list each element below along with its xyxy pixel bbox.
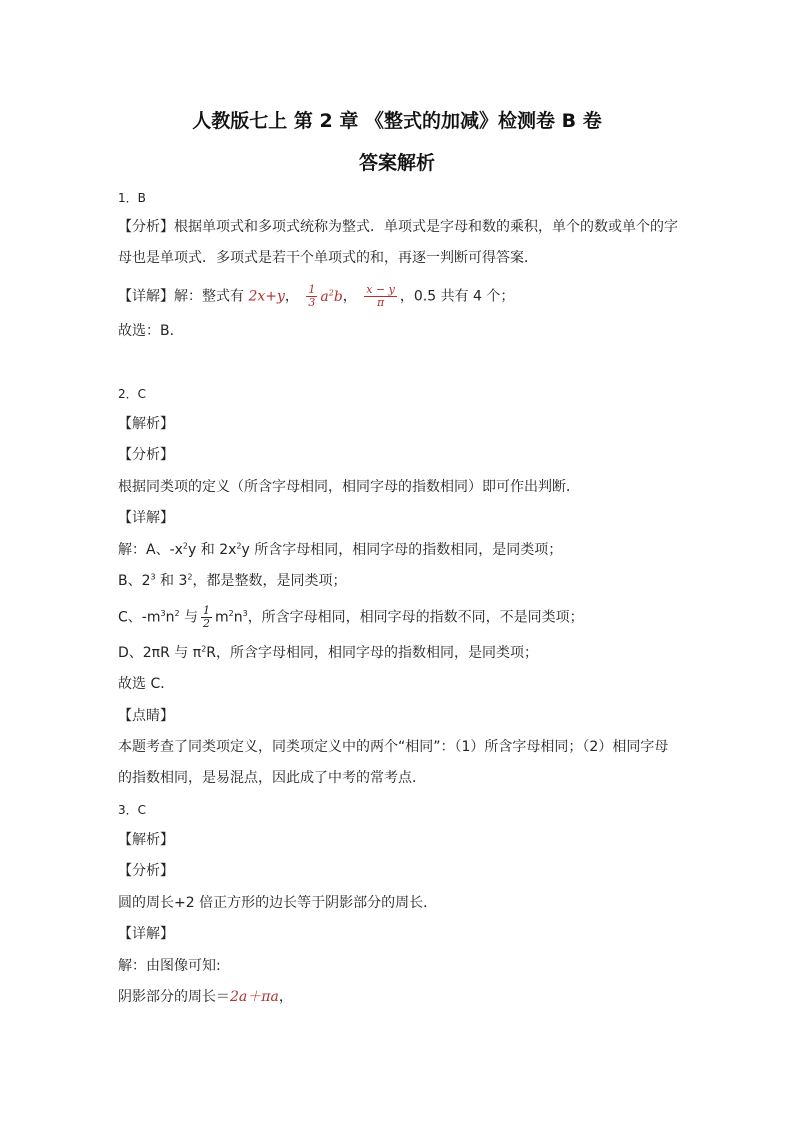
q3-jiexi-heading: 【解析】: [118, 832, 174, 848]
q2-jiexi-heading: 【解析】: [118, 416, 174, 432]
q1-expr-2: $a^2b$: [320, 287, 343, 305]
q2-answer: 故选 C．: [118, 676, 175, 692]
q2-option-c-fraction: $\frac{1}{2}$: [202, 604, 210, 630]
q3-xiangjie-heading: 【详解】: [118, 926, 174, 942]
q1-expr-1: 2x+y: [248, 288, 285, 305]
q2-number: 2．C: [118, 387, 147, 401]
q1-fraction-1-numerator: 1: [308, 283, 316, 296]
q2-option-c: C、$-m^3n^2$ 与 $\frac{1}{2}$ $m^2n^3$，所含字母相同，相同字母的指数不同，不是同类项；: [118, 604, 584, 630]
q3-fenxi-heading: 【分析】: [118, 863, 174, 879]
q3-detail-line-1: 解：由图像可知:: [118, 958, 221, 974]
q1-analysis-line-2: 母也是单项式．多项式是若干个单项式的和，再逐一判断可得答案．: [118, 250, 538, 266]
q1-fraction-1-denominator: 3: [308, 296, 316, 309]
q1-fraction-1: [306, 284, 317, 309]
q2-comment-line-2: 的指数相同，是易混点，因此成了中考的常考点．: [118, 770, 426, 786]
q3-number: 3．C: [118, 803, 147, 817]
q3-analysis: 圆的周长+2 倍正方形的边长等于阴影部分的周长．: [118, 895, 438, 911]
q1-fraction-2-numerator: x − y: [366, 283, 395, 296]
q1-detail: 【详解】解：整式有 2x+y， $\frac{1}{3}$ $a^2b$， $\frac{x - y}{\pi}$ ，0.5 共有 4 个；: [118, 283, 515, 309]
q2-option-d: D、2πR 与 $\pi^2R$，所含字母相同，相同字母的指数相同，是同类项；: [118, 644, 539, 661]
document-subtitle: 答案解析: [358, 152, 435, 174]
q2-dianjing-heading: 【点睛】: [118, 708, 174, 724]
q1-number: 1．B: [118, 191, 146, 205]
q2-fenxi-heading: 【分析】: [118, 447, 174, 463]
q2-option-a: 解：A、$-x^2y$ 和 $2x^2y$ 所含字母相同，相同字母的指数相同，是同类项；: [118, 541, 563, 558]
q3-detail-line-2: 阴影部分的周长＝2a＋πa，: [118, 989, 293, 1005]
q1-fraction-2: [364, 284, 397, 309]
q1-detail-suffix: ，0.5 共有 4 个；: [399, 288, 515, 305]
q1-answer: 故选：B．: [118, 323, 184, 339]
q2-option-b: B、$2^3$ 和 $3^2$，都是整数，是同类项；: [118, 572, 347, 589]
q1-fraction-2-denominator: π: [376, 296, 385, 309]
document-title: 人教版七上 第 2 章 《整式的加减》检测卷 B 卷: [192, 110, 602, 132]
q2-comment-line-1: 本题考查了同类项定义，同类项定义中的两个“相同”：（1）所含字母相同；（2）相同字母: [118, 739, 669, 755]
q2-analysis: 根据同类项的定义（所含字母相同，相同字母的指数相同）即可作出判断．: [118, 479, 580, 495]
q2-xiangjie-heading: 【详解】: [118, 510, 174, 526]
q1-analysis-line-1: 【分析】根据单项式和多项式统称为整式．单项式是字母和数的乘积，单个的数或单个的字: [118, 219, 678, 235]
q1-detail-prefix: 【详解】解：整式有: [118, 288, 244, 305]
